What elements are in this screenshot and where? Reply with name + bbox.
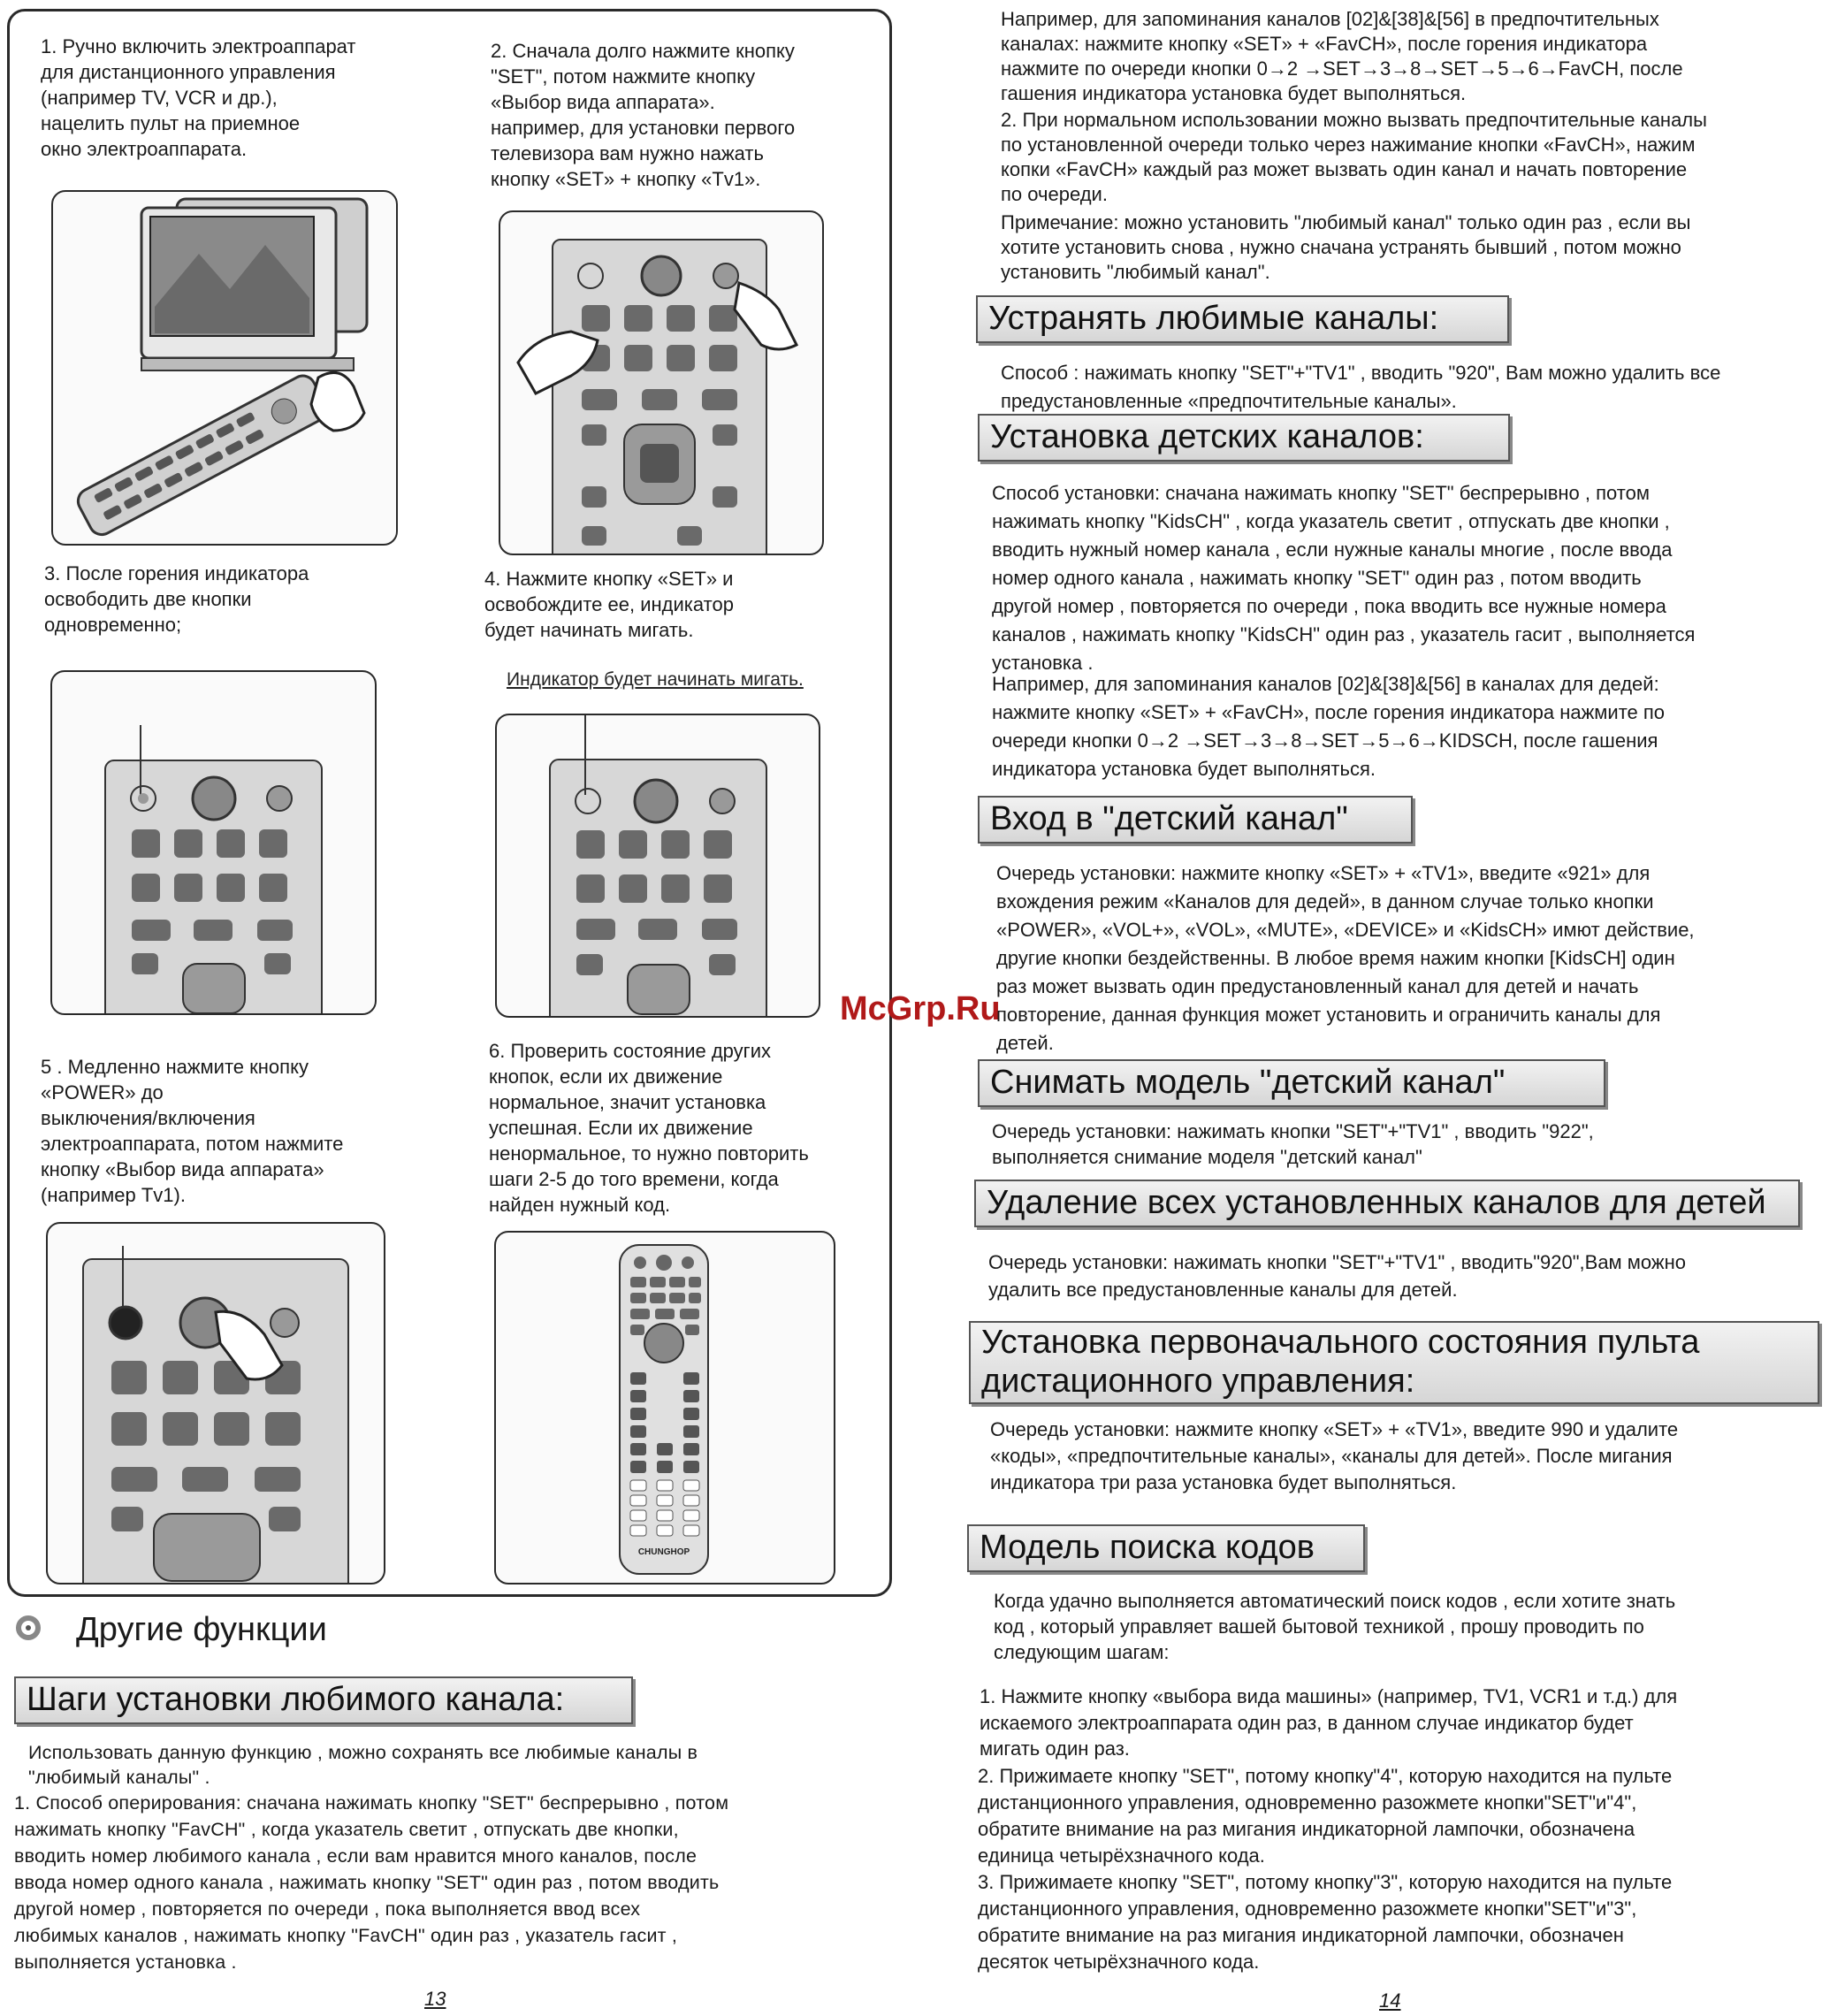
page-number-14: 14 [1379,1989,1401,2012]
code-search-intro: Когда удачно выполняется автоматический поиск кодов , если хотите знать код , который управляет вашей бытовой техникой , прошу проводить по следующим шагам: [994,1590,1676,1663]
tv-remote-drawing [53,192,396,544]
code-search-step1: 1. Нажмите кнопку «выбора вида машины» (например, TV1, VCR1 и т.д.) для искаемого электроаппарата один раз, в данном случае индикатор будет мигать один раз. [980,1685,1678,1760]
step-5-text: 5 . Медленно нажмите кнопку «POWER» до выключения/включения электроаппарата, потом нажмите кнопку «Выбор вида аппарата» (например Tv1). [41,1056,344,1206]
reset-text: Очередь установки: нажмите кнопку «SET» + «TV1», введите 990 и удалите «коды», «предпочтительные каналы», «каналы для детей». После мигания индикатора три раза установка будет выполняться. [990,1418,1679,1493]
power-remote-drawing [48,1224,384,1583]
kids-setup-example: Например, для запоминания каналов [02]&[38]&[56] в каналах для дедей: нажмите кнопку «SET» + «FavCH», после горения индикатора нажмите по очереди кнопки 0→2 →SET→3→8→SET→5→6→KIDSCH, после гашения индикатора установка будет выполняться. [992,673,1666,780]
kids-setup-heading: Установка детских каналов: [978,414,1510,462]
code-search-step3: 3. Прижимаете кнопку "SET", потому кнопку"3", которую находится на пульте дистанционного управления, одновременно разожмете кнопки"SET"и"3", обратите внимание на раз мигания индикаторной лампочки, обозначен десяток четырёхзначного кода. [978,1871,1673,1973]
reset-heading: Установка первоначального состояния пульта дистационного управления: [969,1321,1819,1404]
remove-favorites-text: Способ : нажимать кнопку "SET"+"TV1" , вводить "920", Вам можно удалить все предустановленные «предпочтительные каналы». [1001,362,1721,412]
tv-remote-illustration [51,190,398,546]
fav-example-text: Например, для запоминания каналов [02]&[38]&[56] в предпочтительных каналах: нажмите кнопку «SET» + «FavCH», после горения индикатора нажмите по очереди кнопки 0→2 →SET→3→8→SET→5→6→FavCH, после гашения индикатора установка будет выполняться. [1001,8,1683,104]
kids-enter-text: Очередь установки: нажмите кнопку «SET» + «TV1», введите «921» для вхождения режим «Каналов для дедей», в данном случае только кнопки «POWER», «VOL+», «VOL», «MUTE», «DEVICE» и «KidsCH» имют действие, другие кнопки бездейственны. В любое время нажим кнопки [KidsCH] один раз может вызвать один предустановленный канал для детей и начать повторение, данная функция может установить и ограничить каналы для детей. [996,862,1695,1054]
full-remote-drawing [496,1233,834,1583]
code-search-step2: 2. Прижимаете кнопку "SET", потому кнопку"4", которую находится на пульте дистанционного управления, одновременно разожмете кнопки"SET"и"4", обратите внимание на раз мигания индикаторной лампочки, обозначена единица четырёхзначного кода. [978,1765,1673,1867]
set-tv1-remote-buttons [500,212,822,554]
kids-delete-heading: Удаление всех установленных каналов для детей [974,1180,1800,1227]
glow-remote-drawing [52,672,375,1013]
watermark: McGrp.Ru [840,990,1001,1027]
code-search-heading: Модель поиска кодов [967,1524,1365,1572]
kids-enter-heading: Вход в "детский канал" [978,796,1413,844]
kids-exit-text: Очередь установки: нажимать кнопки "SET"+"TV1" , вводить "922", выполняется снимание моделя "детский канал" [992,1120,1594,1168]
kids-exit-heading: Снимать модель "детский канал" [978,1059,1605,1107]
remove-favorites-heading: Устранять любимые каналы: [976,295,1509,343]
favorite-channel-step1: 1. Способ оперирования: сначана нажимать кнопку "SET" беспрерывно , потом нажимать кнопку "FavCH" , когда указатель светит , отпускать две кнопки, вводить номер любимого канала , если вам нравится много каналов, после ввода номер одного канала , нажимать кнопку "SET" один раз , потом вводить другой номер , повторяется по очереди , пока выполняется ввод всех любимых каналов , нажимать кнопку "FavCH" один раз , указатель гасит , выполняется установка . [14,1792,729,1973]
step-3-text: 3. После горения индикатора освободить две кнопки одновременно; [44,562,309,636]
step-2-text: 2. Сначала долго нажмите кнопку "SET", потом нажмите кнопку «Выбор вида аппарата». например, для установки первого телевизора вам нужно нажать кнопку «SET» + кнопку «Tv1». [491,40,796,190]
page-number-13: 13 [424,1988,446,2010]
favorite-channel-intro: Использовать данную функцию , можно сохранять все любимые каналы в "любимый каналы" . [28,1742,698,1788]
bullet-ring-icon [16,1615,41,1640]
blink-remote-drawing [497,715,819,1016]
full-remote-illustration [494,1231,835,1585]
kids-setup-text: Способ установки: сначана нажимать кнопку "SET" беспрерывно , потом нажимать кнопку "KidsCH" , когда указатель светит , отпускать две кнопки , вводить нужный номер канала , если нужные каналы многие , после ввода номер одного канала , нажимать кнопку "SET" один раз , потом вводить другой номер , повторяется по очереди , пока вводить все нужные номера каналов , нажимать кнопку "KidsCH" один раз , указатель гасит , выполняется установка . [992,482,1696,674]
step-6-text: 6. Проверить состояние других кнопок, если их движение нормальное, значит установка успешная. Если их движение ненормальное, то нужно повторить шаги 2-5 до того времени, когда найден нужный код. [489,1040,809,1216]
fav-note-text: Примечание: можно установить "любимый канал" только один раз , если вы хотите установить снова , нужно сначана устранять бывший , потом можно установить "любимый канал". [1001,211,1691,283]
set-tv1-illustration [499,210,824,555]
remote-brand-logo: CHUNGHOP [637,1547,690,1557]
favorite-channel-heading: Шаги установки любимого канала: [14,1676,633,1724]
caption-indicator-blink: Индикатор будет начинать мигать. [507,669,804,690]
kids-delete-text: Очередь установки: нажимать кнопки "SET"+"TV1" , вводить"920",Вам можно удалить все предустановленные каналы для детей. [988,1251,1687,1301]
fav-usage-text: 2. При нормальном использовании можно вызвать предпочтительные каналы по установленной очереди только через нажимание кнопки «FavCH», нажим копки «FavCH» каждый раз может вызвать один канал и начать повторение по очереди. [1001,109,1707,205]
step-1-text: 1. Ручно включить электроаппарат для дистанционного управления (например TV, VCR и др.), нацелить пульт на приемное окно электроаппарата. [41,35,356,160]
step-4-text: 4. Нажмите кнопку «SET» и освобождите ее, индикатор будет начинать мигать. [484,568,734,641]
indicator-blink-illustration [495,714,820,1018]
power-press-illustration [46,1222,385,1585]
indicator-glow-illustration [50,670,377,1015]
other-functions-heading: Другие функции [76,1611,327,1648]
